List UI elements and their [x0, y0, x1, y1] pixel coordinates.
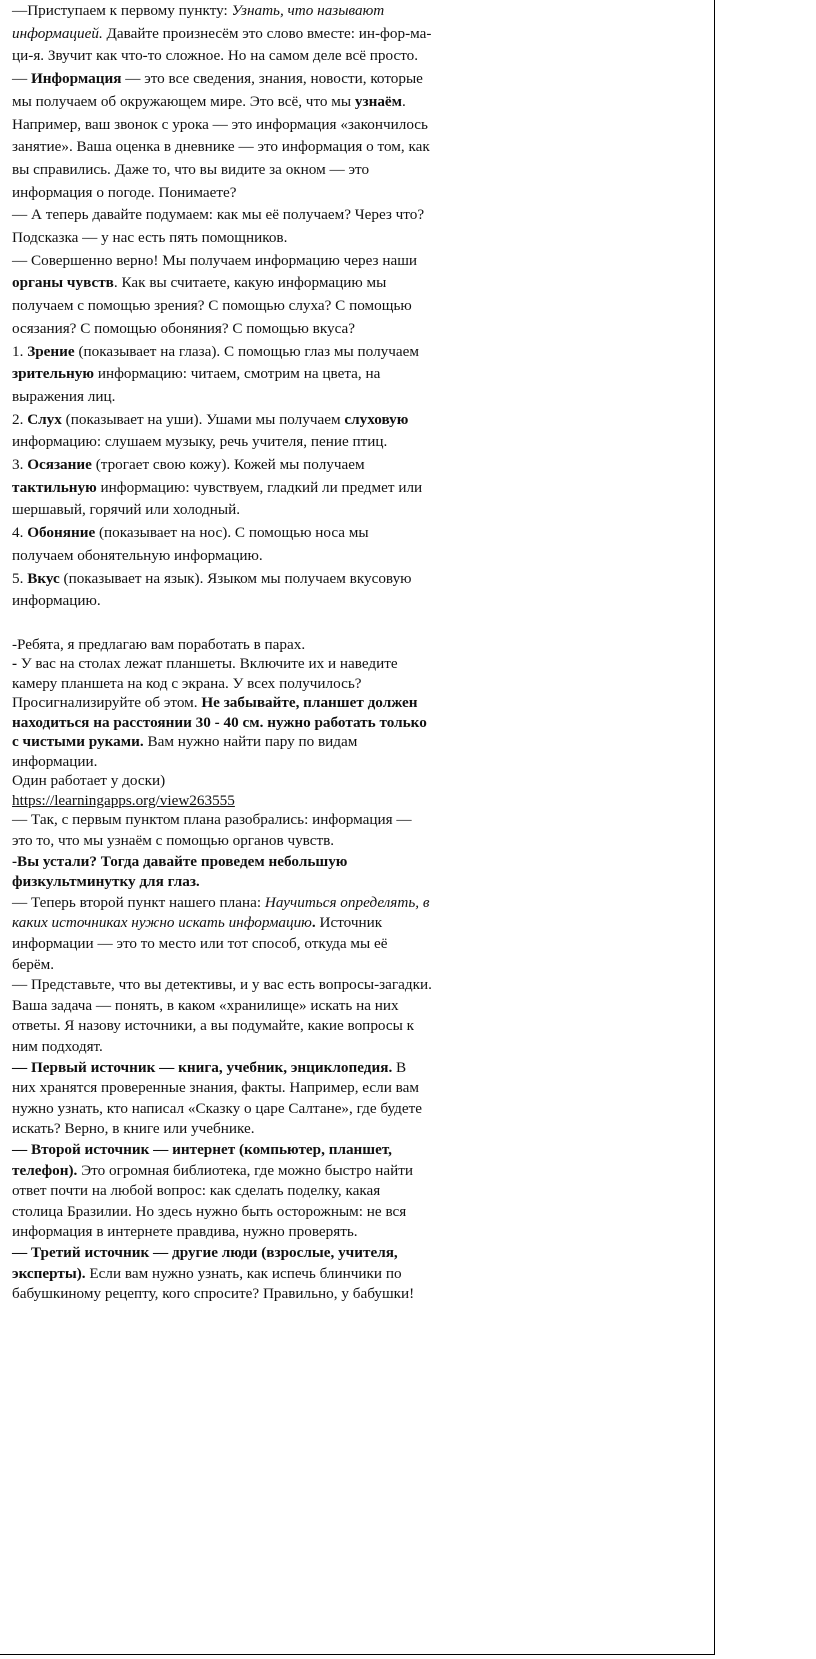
- list-item-hearing: 2. Слух (показывает на уши). Ушами мы получаем слуховую информацию: слушаем музыку, речь учителя, пение птиц.: [12, 410, 409, 451]
- learningapps-link-line: [12, 791, 432, 811]
- paragraph-source-books: — Первый источник — книга, учебник, энциклопедия. В них хранятся проверенные знания, факты. Например, если вам нужно узнать, кто написал «Сказку о царе Салтане», где будете искать? Верно, в книге или учебнике.: [12, 1058, 422, 1138]
- list-item-taste: 5. Вкус (показывает на язык). Языком мы получаем вкусовую информацию.: [12, 569, 412, 610]
- list-item-touch: 3. Осязание (трогает свою кожу). Кожей мы получаем тактильную информацию: чувствуем, гладкий ли предмет или шершавый, горячий или холодный.: [12, 456, 423, 519]
- paragraph-senses: — Совершенно верно! Мы получаем информацию через наши органы чувств. Как вы считаете, какую информацию мы получаем с помощью зрения? С помощью слуха? С помощью осязания? С помощью обоняния? С помощью вкуса?: [12, 251, 418, 337]
- list-item-smell: 4. Обоняние (показывает на нос). С помощью носа мы получаем обонятельную информацию.: [12, 524, 369, 564]
- pair-work-block: [12, 635, 432, 811]
- learningapps-link[interactable]: https://learningapps.org/view263555: [12, 791, 235, 809]
- spacer: [12, 613, 432, 635]
- paragraph-board: Один работает у доски): [12, 772, 166, 790]
- paragraph-source-people: — Третий источник — другие люди (взрослые, учителя, эксперты). Если вам нужно узнать, как испечь блинчики по бабушкиному рецепту, кого спросите? Правильно, у бабушки!: [12, 1243, 415, 1303]
- paragraph-topic-two: — Теперь второй пункт нашего плана: Научиться определять, в каких источниках нужно искать информацию. Источник информации — это то место или тот способ, откуда мы её берём.: [12, 893, 430, 973]
- document-body: [12, 0, 432, 1305]
- paragraph-pair-work: -Ребята, я предлагаю вам поработать в парах.: [12, 635, 306, 653]
- paragraph-tablets: - У вас на столах лежат планшеты. Включите их и наведите камеру планшета на код с экрана. У всех получилось? Просигнализируйте об этом. Не забывайте, планшет должен находиться на расстоянии 30 - 40 см. нужно работать только с чистыми руками. Вам нужно найти пару по видам информации.: [12, 655, 427, 770]
- paragraph-exercise: -Вы устали? Тогда давайте проведем небольшую физкультминутку для глаз.: [12, 852, 348, 891]
- paragraph-source-internet: — Второй источник — интернет (компьютер, планшет, телефон). Это огромная библиотека, где можно быстро найти ответ почти на любой вопрос: как сделать поделку, какая столица Бразилии. Но здесь нужно быть осторожным: не вся информация в интернете правдива, нужно проверять.: [12, 1140, 413, 1241]
- paragraph-summary: — Так, с первым пунктом плана разобрались: информация — это то, что мы узнаём с помощью органов чувств.: [12, 811, 412, 850]
- paragraph-question: — А теперь давайте подумаем: как мы её получаем? Через что? Подсказка — у нас есть пять помощников.: [12, 206, 425, 247]
- paragraph-detectives: — Представьте, что вы детективы, и у вас есть вопросы-загадки. Ваша задача — понять, в каком «хранилище» искать на них ответы. Я назову источники, а вы подумайте, какие вопросы к ним подходят.: [12, 976, 432, 1056]
- later-block: [12, 810, 432, 1304]
- paragraph-topic-one: —Приступаем к первому пункту: Узнать, что называют информацией. Давайте произнесём это слово вместе: ин-фор-ма-ци-я. Звучит как что-то сложное. Но на самом деле всё просто.: [12, 2, 432, 65]
- list-item-sight: 1. Зрение (показывает на глаза). С помощью глаз мы получаем зрительную информацию: читаем, смотрим на цвета, на выражения лиц.: [12, 342, 419, 405]
- paragraph-definition: — Информация — это все сведения, знания, новости, которые мы получаем об окружающем мире. Это всё, что мы узнаём. Например, ваш звонок с урока — это информация «закончилось занятие». Ваша оценка в дневнике — это информация о том, как вы справились. Даже то, что вы видите за окном — это информация о погоде. Понимаете?: [12, 70, 430, 201]
